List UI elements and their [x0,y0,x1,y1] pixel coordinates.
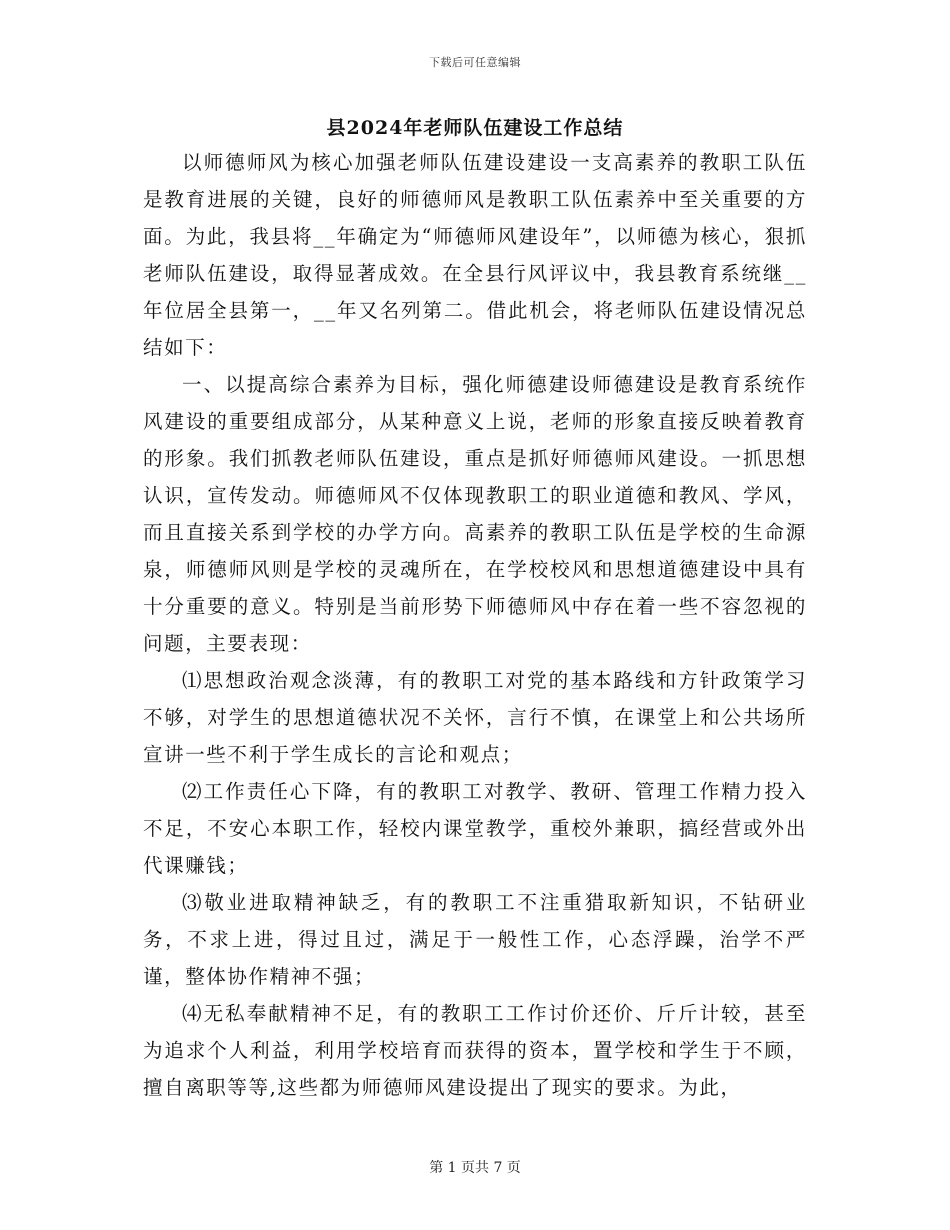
paragraph-section-1: 一、以提高综合素养为目标，强化师德建设师德建设是教育系统作风建设的重要组成部分，从某种意义上说，老师的形象直接反映着教育的形象。我们抓教老师队伍建设，重点是抓好师德师风建设。一抓思想认识，宣传发动。师德师风不仅体现教职工的职业道德和教风、学风，而且直接关系到学校的办学方向。高素养的教职工队伍是学校的生命源泉，师德师风则是学校的灵魂所在，在学校校风和思想道德建设中具有十分重要的意义。特别是当前形势下师德师风中存在着一些不容忽视的问题，主要表现： [143,373,807,655]
paragraph-item-2: ⑵工作责任心下降，有的教职工对教学、教研、管理工作精力投入不足，不安心本职工作，轻校内课堂教学，重校外兼职，搞经营或外出代课赚钱； [143,780,807,877]
header-note: 下载后可任意编辑 [429,56,521,69]
document-body [143,144,807,1106]
paragraph-item-3: ⑶敬业进取精神缺乏，有的教职工不注重猎取新知识，不钻研业务，不求上进，得过且过，满足于一般性工作，心态浮躁，治学不严谨，整体协作精神不强； [143,891,807,988]
paragraph-item-4: ⑷无私奉献精神不足，有的教职工工作讨价还价、斤斤计较，甚至为追求个人利益，利用学校培育而获得的资本，置学校和学生于不顾，擅自离职等等,这些都为师德师风建设提出了现实的要求。为此， [143,1002,807,1099]
document-title: 县2024年老师队伍建设工作总结 [326,117,624,139]
page-number: 第 1 页共 7 页 [429,1160,521,1176]
page-footer [0,1157,950,1177]
paragraph-intro: 以师德师风为核心加强老师队伍建设建设一支高素养的教职工队伍是教育进展的关键，良好的师德师风是教职工队伍素养中至关重要的方面。为此，我县将__年确定为“师德师风建设年”，以师德为核心，狠抓老师队伍建设，取得显著成效。在全县行风评议中，我县教育系统继__年位居全县第一，__年又名列第二。借此机会，将老师队伍建设情况总结如下： [143,151,807,359]
paragraph-item-1: ⑴思想政治观念淡薄，有的教职工对党的基本路线和方针政策学习不够，对学生的思想道德状况不关怀，言行不慎，在课堂上和公共场所宣讲一些不利于学生成长的言论和观点； [143,669,807,766]
